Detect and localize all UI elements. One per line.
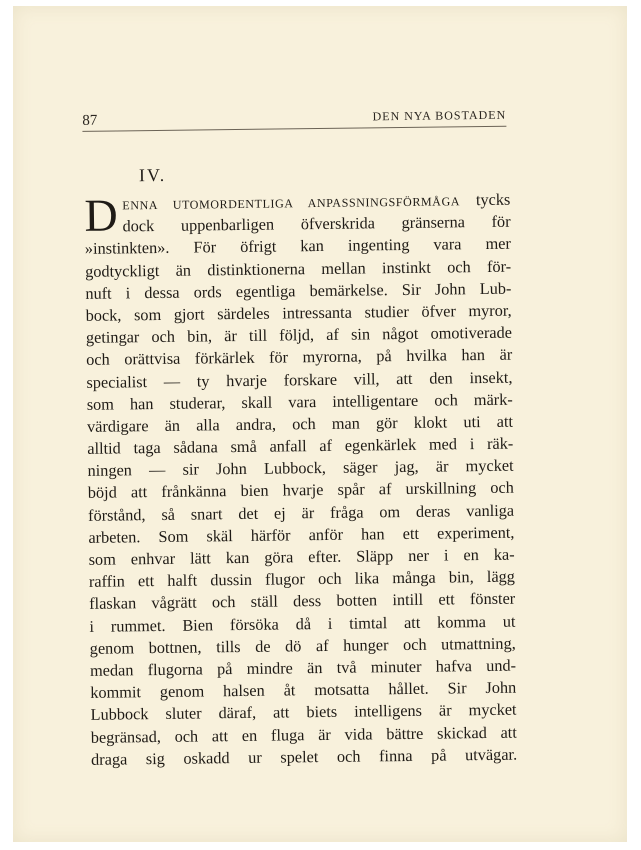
page-content [9,2,633,845]
text-line: »instinkten». För öfrigt kan ingenting vara mer [84,234,511,259]
text-line: dock uppenbarligen öfverskrida gränserna för [122,211,511,236]
book-page [13,6,627,842]
text-line: specialist — ty hvarje forskare vill, att den insekt, [86,367,513,392]
running-title: DEN NYA BOSTADEN [372,107,507,124]
page-number: 87 [82,112,98,129]
text-line: flaskan vågrätt och ställ dess botten intill ett fönster [89,589,516,614]
lead-small-caps: ENNA UTOMORDENTLIGA ANPASSNINGSFÖRMÅGA [122,194,461,213]
text-line: Lubbock sluter däraf, att biets intelligens är mycket [90,699,517,725]
drop-cap: D [84,189,118,241]
running-head [82,104,506,132]
text-line-last: draga sig oskadd ur spelet och finna på utvägar. [90,744,518,769]
text-line: godtyckligt än distinktionerna mellan instinkt och för- [85,256,512,281]
chapter-number: IV. [138,164,167,186]
text-line: genom bottnen, tills de dö af hunger och utmattning, [89,633,516,658]
text-line: i rummet. Bien försöka då i timtal att komma ut [89,611,516,636]
text-line: bock, som gjort särdeles intressanta studier öfver myror, [85,300,512,325]
text-line: nuft i dessa ords egentliga bemärkelse. Sir John Lub- [85,278,512,303]
text-line: getingar och bin, är till följd, af sin något omotiverade [85,322,513,347]
text-line: och orättvisa förkärlek för myrorna, på hvilka han är [86,344,513,370]
text-line: begränsad, och att en fluga är vida bättre skickad att [90,722,517,747]
text-line: som han studerar, skall vara intelligentare och märk- [86,389,513,414]
text-line: värdigare än alla andra, och man gör klokt uti att [86,411,514,436]
text-line: arbeten. Som skäl härför anför han ett experiment, [88,522,515,547]
text-line: som enhvar lätt kan göra efter. Släpp ner i en ka- [88,544,515,569]
text-line: medan flugorna på mindre än två minuter hafva und- [89,655,517,680]
text-line: ningen — sir John Lubbock, säger jag, är mycket [87,455,514,481]
text-line: förstånd, så snart det ej är fråga om deras vanliga [87,500,515,525]
body-text [84,189,517,771]
text-line: kommit genom halsen åt motsatta hållet. Sir John [90,677,517,702]
text-line: raffin ett halft dussin flugor och lika många bin, lägg [88,566,516,592]
text-line: alltid taga sådana små anfall af egenkärlek med i räk- [87,433,514,458]
lead-rest: tycks [475,189,511,210]
text-line: böjd att frånkänna bien hvarje spår af urskillning och [87,478,514,503]
